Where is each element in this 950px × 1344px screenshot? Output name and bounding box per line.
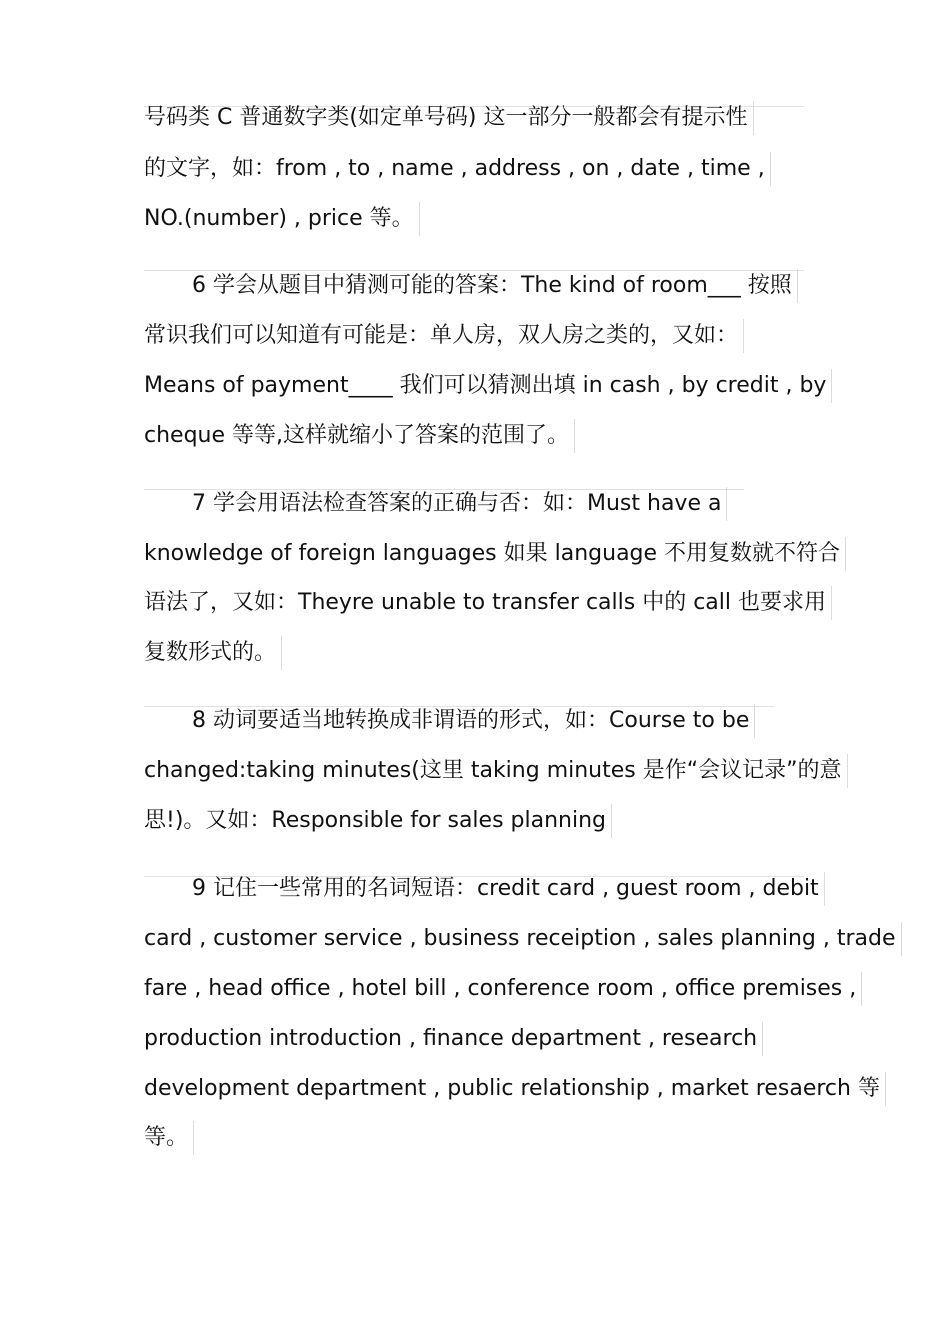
text-line: changed:taking minutes(这里 taking minutes 是作“会议记录”的意 bbox=[144, 756, 842, 786]
paragraph-8-first-line: 8 动词要适当地转换成非谓语的形式，如：Course to be bbox=[192, 706, 749, 736]
text-line: card , customer service , business receiption , sales planning , trade bbox=[144, 924, 896, 954]
paragraph-9-first-line: 9 记住一些常用的名词短语：credit card , guest room , debit bbox=[192, 874, 819, 904]
text-line: NO.(number) , price 等。 bbox=[144, 204, 414, 234]
text-line: cheque 等等,这样就缩小了答案的范围了。 bbox=[144, 421, 569, 451]
text-line: 语法了，又如：Theyre unable to transfer calls 中的 call 也要求用 bbox=[144, 588, 826, 618]
paragraph-7-first-line: 7 学会用语法检查答案的正确与否：如：Must have a bbox=[192, 489, 721, 519]
text-line: 复数形式的。 bbox=[144, 638, 276, 668]
text-line: production introduction , finance department , research bbox=[144, 1024, 757, 1054]
text-line: 的文字，如：from , to , name , address , on , date , time , bbox=[144, 154, 765, 184]
text-line: 等。 bbox=[144, 1123, 188, 1153]
text-line: 常识我们可以知道有可能是：单人房，双人房之类的，又如： bbox=[144, 321, 738, 351]
text-line: knowledge of foreign languages 如果 language 不用复数就不符合 bbox=[144, 539, 840, 569]
text-line: 号码类 C 普通数字类(如定单号码) 这一部分一般都会有提示性 bbox=[144, 103, 748, 133]
text-line: development department , public relationship , market resaerch 等 bbox=[144, 1074, 880, 1104]
text-line: Means of payment____ 我们可以猜测出填 in cash , by credit , by bbox=[144, 371, 826, 401]
text-line: 思!)。又如：Responsible for sales planning bbox=[144, 806, 606, 836]
paragraph-6-first-line: 6 学会从题目中猜测可能的答案：The kind of room___ 按照 bbox=[192, 271, 792, 301]
text-line: fare , head office , hotel bill , conference room , office premises , bbox=[144, 974, 856, 1004]
